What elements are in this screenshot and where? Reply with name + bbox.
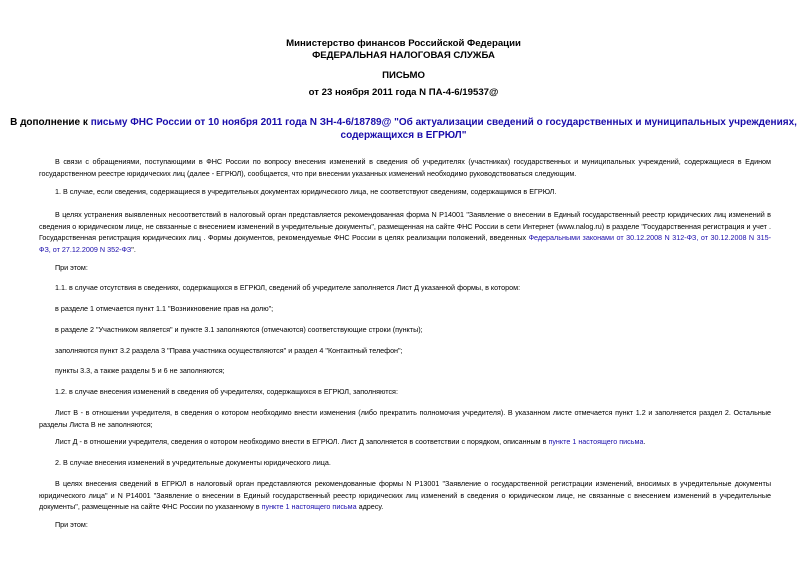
document-type: ПИСЬМО <box>382 70 425 81</box>
paragraph-forms-2-text: В целях внесения сведений в ЕГРЮЛ в налоговый орган представляются рекомендованные формы N Р13001 "Заявление о государственной регистрации изменений, вносимых в учредительные документы юридического лица" и N Р14001 "Заявление о внесении в Единый государственный реестр юридических лиц изменений в сведения о юридическом лице, не связанные с внесением изменений в учредительные документы", размещенные на сайте ФНС России по указанному в <box>39 479 771 511</box>
paragraph-1-2: 1.2. в случае внесения изменений в сведения об учредителях, содержащихся в ЕГРЮЛ, заполняются: <box>55 387 398 396</box>
paragraph-note-2: При этом: <box>55 520 88 529</box>
paragraph-section-2: 2. В случае внесения изменений в учредительные документы юридического лица. <box>55 458 331 467</box>
document-date-number: от 23 ноября 2011 года N ПА-4-6/19537@ <box>308 87 499 98</box>
paragraph-section-1-item: в разделе 1 отмечается пункт 1.1 "Возникновение прав на долю"; <box>55 304 274 313</box>
paragraph-1-1: 1.1. в случае отсутствия в сведениях, содержащихся в ЕГРЮЛ, сведений об учредителе заполняется Лист Д указанной формы, в котором: <box>55 283 521 292</box>
title-reference-link[interactable]: письму ФНС России от 10 ноября 2011 года N ЗН-4-6/18789@ "Об актуализации сведений о государственных и муниципальных учреждениях, <box>90 117 797 128</box>
ministry-name: Министерство финансов Российской Федерации <box>286 38 521 49</box>
point-1-link[interactable]: пункте 1 настоящего письма <box>548 437 644 446</box>
paragraph-forms-2-end: адресу. <box>356 502 384 511</box>
paragraph-sheet-d-end: . <box>643 437 646 446</box>
paragraph-section-1: 1. В случае, если сведения, содержащиеся в учредительных документах юридического лица, не соответствуют сведениям, содержащимся в ЕГРЮЛ. <box>55 187 557 196</box>
paragraph-forms-end: ". <box>131 244 136 254</box>
paragraph-intro: В связи с обращениями, поступающими в ФНС России по вопросу внесения изменений в сведения об учредителях (участниках) государственных и муниципальных учреждений, содержащиеся в Едином государственном реестре юридических лиц (далее - ЕГРЮЛ), сообщается, что при внесении указанных изменений необходимо руководствоваться следующим. <box>39 157 771 178</box>
paragraph-sheet-v: Лист В - в отношении учредителя, в сведения о котором необходимо внести изменения (либо прекратить полномочия учредителя). В указанном листе отмечается пункт 1.2 и заполняется раздел 2. Остальные разделы Листа В не заполняются; <box>39 408 771 429</box>
paragraph-forms <box>39 209 771 255</box>
paragraph-section-3-item: заполняются пункт 3.2 раздела 3 "Права участника осуществляются" и раздел 4 "Контактный телефон"; <box>55 346 403 355</box>
paragraph-section-2-item: в разделе 2 "Участником является" и пункте 3.1 заполняются (отмечаются) соответствующие строки (пункты); <box>55 325 423 334</box>
service-name: ФЕДЕРАЛЬНАЯ НАЛОГОВАЯ СЛУЖБА <box>312 50 495 61</box>
paragraph-sheet-d <box>39 436 771 448</box>
federal-laws-link[interactable]: Федеральными законами от 30.12.2008 N 312-ФЗ, от 30.12.2008 N 315-ФЗ, от 27.12.2009 N 352-ФЗ <box>39 233 771 254</box>
point-1-link-2[interactable]: пункте 1 настоящего письма <box>261 502 357 511</box>
paragraph-note-1: При этом: <box>55 263 88 272</box>
title-prefix: В дополнение к <box>10 117 91 128</box>
paragraph-forms-text: В целях устранения выявленных несоответствий в налоговый орган представляется рекомендованная форма N Р14001 "Заявление о внесении в Единый государственный реестр юридических лиц изменений в сведения о юридическом лице, не связанные с внесением изменений в учредительные документы", размещенная на сайте ФНС России в сети Интернет (www.nalog.ru) в разделе "Государственная регистрация и учет . Государственная регистрация юридических лиц . Формы документов, рекомендуемые ФНС России в целях реализации положений, введенных <box>39 210 771 242</box>
document-title-line-2 <box>0 129 807 142</box>
paragraph-sheet-d-text: Лист Д - в отношении учредителя, сведения о котором необходимо внести в ЕГРЮЛ. Лист Д заполняется в соответствии с порядком, описанным в <box>55 437 549 446</box>
paragraph-forms-2 <box>39 478 771 513</box>
title-reference-link-cont[interactable]: содержащихся в ЕГРЮЛ" <box>340 130 467 141</box>
document-title <box>0 116 807 129</box>
paragraph-not-filled: пункты 3.3, а также разделы 5 и 6 не заполняются; <box>55 366 225 375</box>
